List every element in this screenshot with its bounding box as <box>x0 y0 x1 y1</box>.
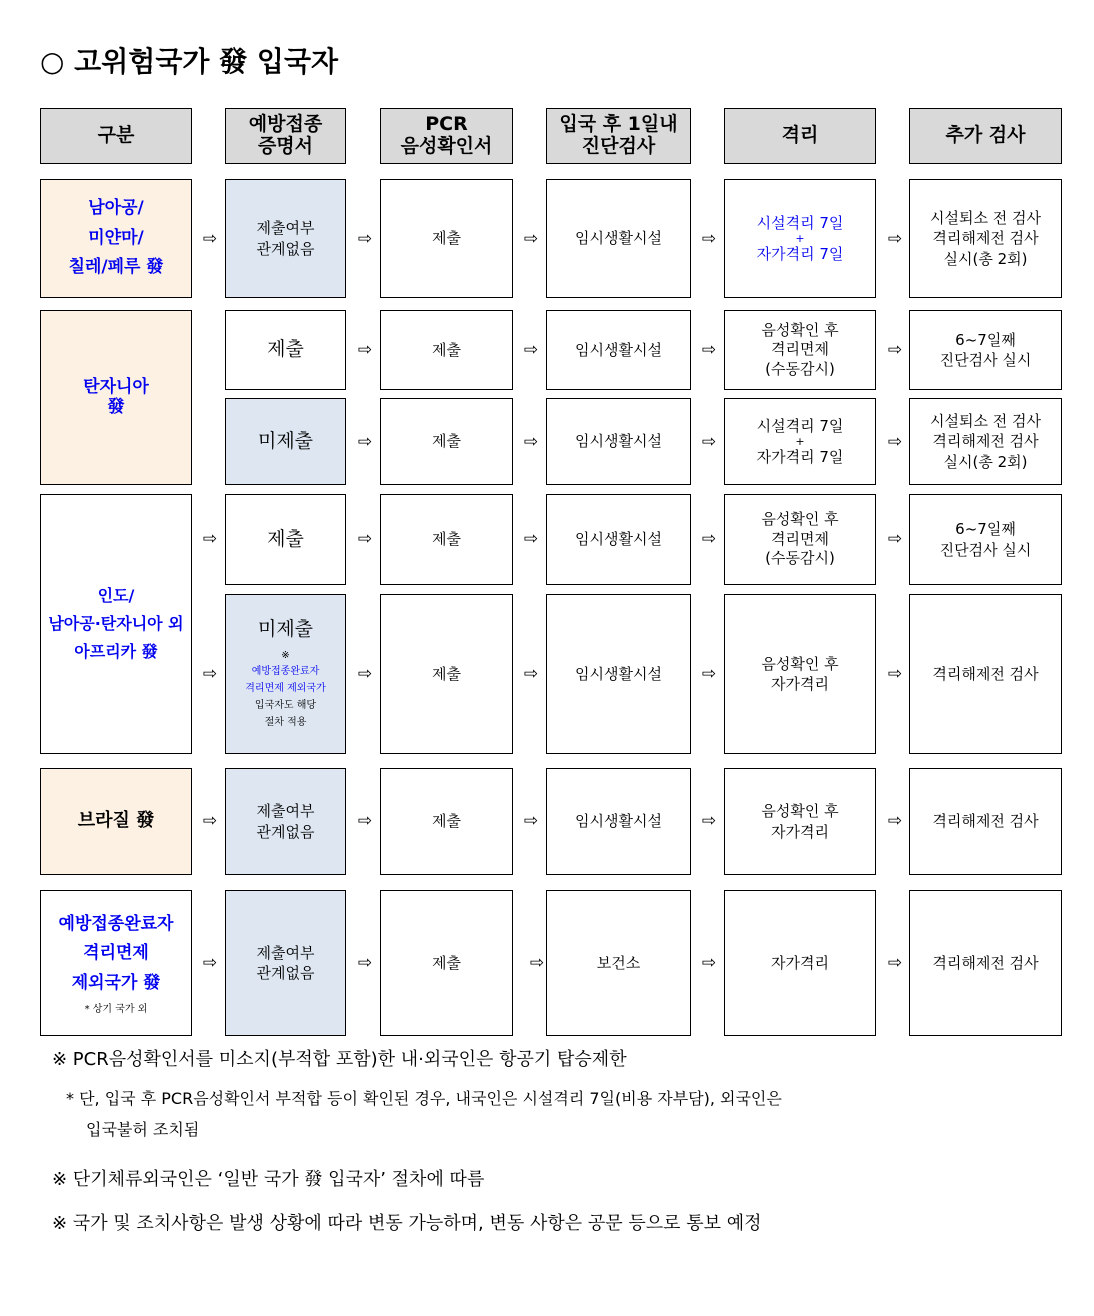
quarantine-cell <box>724 179 876 298</box>
additional-test-cell: 격리해제전 검사 <box>909 890 1062 1036</box>
quarantine-cell: 음성확인 후 격리면제 (수동감시) <box>724 310 876 390</box>
day1-test-cell: 임시생활시설 <box>546 310 691 390</box>
flow-arrow: ⇨ <box>887 340 903 360</box>
quarantine-facility-7: 시설격리 7일 <box>756 416 844 435</box>
quarantine-facility-7: 시설격리 7일 <box>756 213 844 232</box>
note-changes: ※ 국가 및 조치사항은 발생 상황에 따라 변동 가능하며, 변동 사항은 공문 등으로 통보 예정 <box>52 1213 762 1234</box>
flow-arrow: ⇨ <box>202 953 218 973</box>
vaccine-not-submitted-label: 미제출 <box>257 618 314 641</box>
additional-test-cell: 6~7일째 진단검사 실시 <box>909 310 1062 390</box>
vaccine-cell: 제출여부 관계없음 <box>225 179 346 298</box>
flow-arrow: ⇨ <box>701 529 717 549</box>
pcr-cell: 제출 <box>380 494 513 585</box>
page-title: ○ 고위험국가 發 입국자 <box>40 45 339 78</box>
vaccine-note-blue: 예방접종완료자 격리면제 제외국가 <box>245 665 326 694</box>
header-additional-test: 추가 검사 <box>909 108 1062 164</box>
additional-test-cell: 시설퇴소 전 검사 격리해제전 검사 실시(총 2회) <box>909 179 1062 298</box>
quarantine-cell: 음성확인 후 자가격리 <box>724 594 876 754</box>
note-short-term-foreigners: ※ 단기체류외국인은 ‘일반 국가 發 입국자’ 절차에 따름 <box>52 1169 485 1190</box>
day1-test-cell: 임시생활시설 <box>546 768 691 875</box>
header-vaccine-certificate: 예방접종 증명서 <box>225 108 346 164</box>
group-label-excluded-note: * 상기 국가 외 <box>84 1003 148 1015</box>
group-label-south-africa: 남아공/ 미얀마/ 칠레/페루 發 <box>40 179 192 298</box>
flow-arrow: ⇨ <box>202 229 218 249</box>
flow-arrow: ⇨ <box>887 664 903 684</box>
flow-arrow: ⇨ <box>357 340 373 360</box>
flow-arrow: ⇨ <box>357 811 373 831</box>
flow-arrow: ⇨ <box>523 340 539 360</box>
flow-arrow: ⇨ <box>701 229 717 249</box>
flow-arrow: ⇨ <box>887 432 903 452</box>
group-label-excluded-countries <box>40 890 192 1036</box>
header-pcr-certificate: PCR 음성확인서 <box>380 108 513 164</box>
vaccine-cell: 제출 <box>225 494 346 585</box>
header-day1-test: 입국 후 1일내 진단검사 <box>546 108 691 164</box>
pcr-cell: 제출 <box>380 179 513 298</box>
flow-arrow: ⇨ <box>701 664 717 684</box>
quarantine-plus: + <box>795 231 805 245</box>
quarantine-cell: 자가격리 <box>724 890 876 1036</box>
day1-test-cell: 임시생활시설 <box>546 398 691 485</box>
group-label-india-africa: 인도/ 남아공·탄자니아 외 아프리카 發 <box>40 494 192 754</box>
vaccine-cell: 제출 <box>225 310 346 390</box>
flow-arrow: ⇨ <box>523 811 539 831</box>
quarantine-plus: + <box>795 434 805 448</box>
flow-arrow: ⇨ <box>202 664 218 684</box>
quarantine-cell: 음성확인 후 자가격리 <box>724 768 876 875</box>
quarantine-self-7: 자가격리 7일 <box>756 245 844 264</box>
flow-arrow: ⇨ <box>529 953 545 973</box>
note-pcr-boarding: ※ PCR음성확인서를 미소지(부적합 포함)한 내·외국인은 항공기 탑승제한 <box>52 1049 627 1070</box>
pcr-cell: 제출 <box>380 310 513 390</box>
pcr-cell: 제출 <box>380 768 513 875</box>
vaccine-cell: 제출여부 관계없음 <box>225 890 346 1036</box>
flow-arrow: ⇨ <box>202 811 218 831</box>
flow-arrow: ⇨ <box>701 811 717 831</box>
additional-test-cell: 시설퇴소 전 검사 격리해제전 검사 실시(총 2회) <box>909 398 1062 485</box>
group-label-brazil: 브라질 發 <box>40 768 192 875</box>
additional-test-cell: 격리해제전 검사 <box>909 768 1062 875</box>
flow-arrow: ⇨ <box>523 664 539 684</box>
flow-arrow: ⇨ <box>701 953 717 973</box>
note-pcr-exception-line2: 입국불허 조치됨 <box>86 1120 200 1139</box>
header-quarantine: 격리 <box>724 108 876 164</box>
vaccine-cell <box>225 594 346 754</box>
header-category: 구분 <box>40 108 192 164</box>
group-label-excluded-text: 예방접종완료자 격리면제 제외국가 發 <box>58 913 174 994</box>
flow-arrow: ⇨ <box>701 340 717 360</box>
flow-arrow: ⇨ <box>357 953 373 973</box>
vaccine-cell: 제출여부 관계없음 <box>225 768 346 875</box>
flow-arrow: ⇨ <box>701 432 717 452</box>
day1-test-cell: 임시생활시설 <box>546 494 691 585</box>
group-label-tanzania: 탄자니아 發 <box>40 310 192 485</box>
quarantine-cell <box>724 398 876 485</box>
vaccine-note-black: 입국자도 해당 절차 적용 <box>254 699 317 728</box>
pcr-cell: 제출 <box>380 890 513 1036</box>
day1-test-cell: 임시생활시설 <box>546 594 691 754</box>
vaccine-cell: 미제출 <box>225 398 346 485</box>
quarantine-self-7: 자가격리 7일 <box>756 448 844 467</box>
day1-test-cell: 보건소 <box>546 890 691 1036</box>
additional-test-cell: 6~7일째 진단검사 실시 <box>909 494 1062 585</box>
pcr-cell: 제출 <box>380 594 513 754</box>
flow-arrow: ⇨ <box>357 229 373 249</box>
additional-test-cell: 격리해제전 검사 <box>909 594 1062 754</box>
quarantine-cell: 음성확인 후 격리면제 (수동감시) <box>724 494 876 585</box>
day1-test-cell: 임시생활시설 <box>546 179 691 298</box>
flow-arrow: ⇨ <box>887 811 903 831</box>
flow-arrow: ⇨ <box>357 529 373 549</box>
vaccine-note-mark: ※ <box>281 649 290 661</box>
pcr-cell: 제출 <box>380 398 513 485</box>
note-pcr-exception-line1: * 단, 입국 후 PCR음성확인서 부적합 등이 확인된 경우, 내국인은 시설격리 7일(비용 자부담), 외국인은 <box>66 1089 782 1108</box>
flow-arrow: ⇨ <box>357 432 373 452</box>
flow-arrow: ⇨ <box>887 529 903 549</box>
flow-arrow: ⇨ <box>202 529 218 549</box>
flow-arrow: ⇨ <box>523 229 539 249</box>
flow-arrow: ⇨ <box>523 432 539 452</box>
flow-arrow: ⇨ <box>357 664 373 684</box>
flow-arrow: ⇨ <box>523 529 539 549</box>
flow-arrow: ⇨ <box>887 953 903 973</box>
flow-arrow: ⇨ <box>887 229 903 249</box>
